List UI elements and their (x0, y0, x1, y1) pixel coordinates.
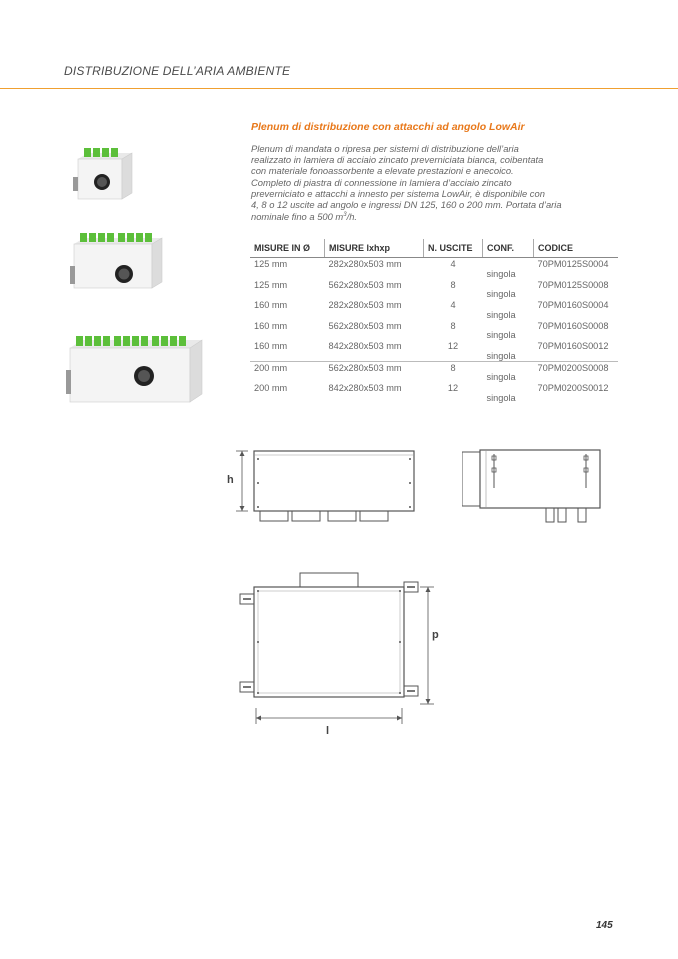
description-line (251, 210, 611, 222)
table-row (250, 279, 618, 300)
header-misure-diametro: MISURE IN Ø (250, 239, 325, 258)
cell-misure: 562x280x503 mm (328, 279, 402, 290)
product-title: Plenum di distribuzione con attacchi ad angolo LowAir (251, 121, 525, 133)
table-row (250, 340, 618, 361)
description-line: con materiale fonoassorbente a elevate prestazioni e anecoico. (251, 165, 514, 177)
cell-uscite: 12 (424, 340, 483, 361)
cell-diametro: 200 mm (254, 383, 288, 393)
cell-codice: 70PM0200S0012 (537, 383, 609, 393)
cell-diametro: 125 mm (254, 259, 288, 269)
cell-conf: singola (486, 309, 516, 320)
cell-conf: singola (486, 372, 516, 382)
cell-misure: 842x280x503 mm (328, 383, 402, 393)
header-rule (0, 88, 678, 89)
description-last: nominale fino a 500 m (251, 211, 344, 223)
cell-codice: 70PM0160S0004 (537, 300, 609, 310)
cell-diametro: 160 mm (254, 300, 288, 310)
cell-diametro: 125 mm (254, 279, 288, 290)
cell-codice: 70PM0160S0012 (534, 340, 619, 361)
cell-codice: 70PM0200S0008 (537, 362, 609, 373)
specs-table (250, 239, 618, 403)
cell-conf: singola (486, 392, 516, 403)
header-conf: CONF. (483, 239, 534, 258)
cell-uscite: 8 (450, 279, 456, 290)
table-row (250, 382, 618, 403)
table-row (250, 299, 618, 320)
page-number: 145 (596, 920, 613, 931)
cell-conf: singola (486, 289, 516, 299)
cell-uscite: 8 (450, 362, 456, 373)
label-h: h (227, 474, 234, 486)
description-line: realizzato in lamiera di acciaio zincato preverniciata bianca, coibentata (251, 154, 544, 166)
cell-conf: singola (486, 330, 516, 340)
cell-diametro: 200 mm (254, 362, 288, 373)
cell-misure: 842x280x503 mm (325, 340, 424, 361)
label-p: p (432, 629, 439, 641)
product-photo-4-outlets (70, 145, 140, 205)
cell-uscite: 8 (450, 320, 456, 331)
cell-diametro: 160 mm (250, 340, 325, 361)
front-view-drawing (220, 445, 420, 530)
cell-misure: 562x280x503 mm (328, 320, 402, 331)
description-sup: 3 (343, 212, 347, 219)
cell-codice: 70PM0160S0008 (537, 320, 609, 331)
table-row (250, 361, 618, 382)
product-description (251, 143, 611, 223)
description-line: 4, 8 o 12 uscite ad angolo e ingressi DN 125, 160 o 200 mm. Portata d’aria (251, 199, 562, 211)
description-end: /h. (346, 211, 358, 223)
cell-uscite: 4 (450, 259, 456, 269)
cell-misure: 562x280x503 mm (328, 362, 402, 373)
cell-conf: singola (483, 340, 534, 361)
top-view-drawing (232, 568, 447, 738)
cell-diametro: 160 mm (254, 320, 288, 331)
side-view-drawing (462, 448, 607, 528)
cell-codice: 70PM0125S0004 (537, 259, 609, 269)
table-row (250, 258, 618, 279)
header-codice: CODICE (534, 239, 619, 258)
header-misure-lxhxp: MISURE lxhxp (325, 239, 424, 258)
table-header-row (250, 239, 618, 258)
product-photo-12-outlets (64, 330, 206, 410)
table-row (250, 320, 618, 341)
cell-uscite: 12 (447, 383, 459, 393)
description-line: Plenum di mandata o ripresa per sistemi di distribuzione dell’aria (251, 143, 519, 154)
description-line: preverniciato e attacchi a innesto per sistema LowAir, è disponibile con (251, 187, 545, 199)
cell-conf: singola (486, 268, 516, 279)
cell-uscite: 4 (450, 300, 456, 310)
product-photo-8-outlets (68, 228, 168, 296)
label-l: l (326, 725, 330, 737)
header-n-uscite: N. USCITE (424, 239, 483, 258)
cell-codice: 70PM0125S0008 (537, 279, 609, 290)
cell-misure: 282x280x503 mm (328, 300, 402, 310)
cell-misure: 282x280x503 mm (328, 259, 402, 269)
description-line: Completo di piastra di connessione in lamiera d’acciaio zincato (251, 176, 512, 188)
section-header: DISTRIBUZIONE DELL’ARIA AMBIENTE (64, 64, 291, 78)
